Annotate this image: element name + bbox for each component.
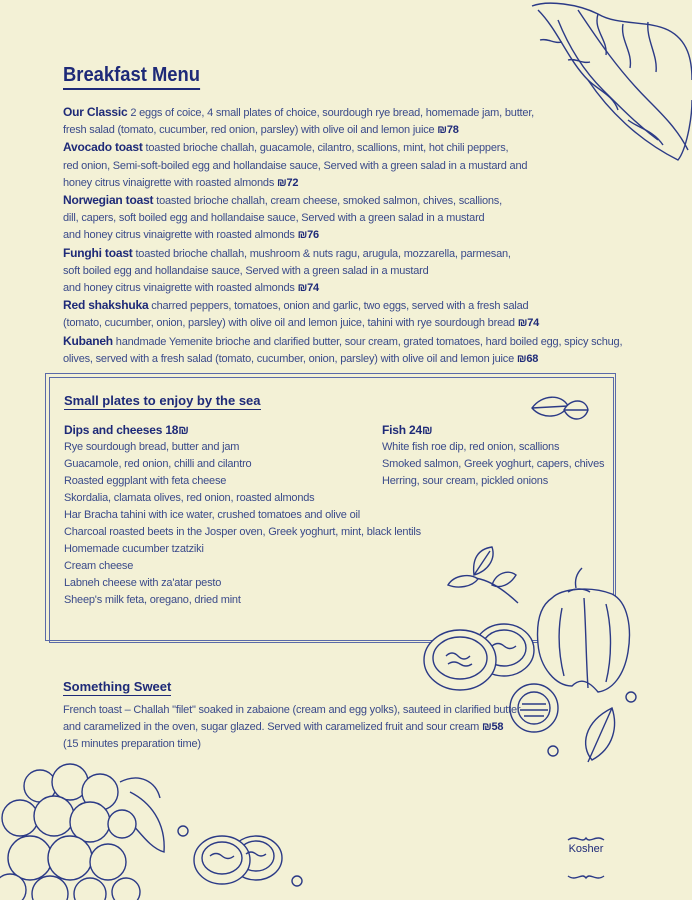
menu-item <box>63 139 583 192</box>
kosher-flourish-icon <box>566 872 606 882</box>
menu-item <box>63 297 583 332</box>
item-description: toasted brioche challah, mushroom & nuts ragu, arugula, mozzarella, parmesan, <box>135 247 511 260</box>
menu-item <box>63 245 583 298</box>
leaf-illustration <box>528 392 590 426</box>
item-name: Norwegian toast <box>63 193 154 208</box>
menu-item <box>63 333 623 368</box>
item-description: and honey citrus vinaigrette with roasted almonds <box>63 229 295 242</box>
item-price: ₪68 <box>516 352 539 365</box>
item-description: fresh salad (tomato, cucumber, red onion, parsley) with olive oil and lemon juice <box>63 124 435 137</box>
item-description: charred peppers, tomatoes, onion and garlic, two eggs, served with a fresh salad <box>151 300 529 313</box>
list-item: Roasted eggplant with feta cheese <box>64 475 227 487</box>
item-description: (tomato, cucumber, onion, parsley) with olive oil and lemon juice, tahini with rye sourdough bread <box>63 317 515 330</box>
item-description: 2 eggs of coice, 4 small plates of choice, sourdough rye bread, homemade jam, butter, <box>130 107 535 119</box>
fish-heading: Fish 24₪ <box>382 423 433 437</box>
item-name: Avocado toast <box>63 140 143 155</box>
item-description: dill, capers, soft boiled egg and hollandaise sauce, Served with a green salad in a mustard <box>63 212 485 225</box>
item-description: red onion, Semi-soft-boiled egg and hollandaise sauce, Served with a green salad in a mustard and <box>63 159 528 172</box>
pea-icon <box>290 874 304 888</box>
item-description: toasted brioche challah, guacamole, cilantro, scallions, mint, hot chili peppers, <box>145 142 509 155</box>
item-name: Red shakshuka <box>63 298 149 313</box>
cauliflower-illustration <box>0 762 168 900</box>
page-title: Breakfast Menu <box>63 64 200 90</box>
list-item: Labneh cheese with za'atar pesto <box>64 577 222 589</box>
small-plates-title: Small plates to enjoy by the sea <box>64 393 261 408</box>
list-item: Sheep's milk feta, oregano, dried mint <box>64 594 241 606</box>
pea-icon <box>176 824 190 838</box>
list-item: Rye sourdough bread, butter and jam <box>64 441 240 453</box>
item-price: ₪74 <box>297 282 319 295</box>
list-item: Har Bracha tahini with ice water, crushed tomatoes and olive oil <box>64 509 360 521</box>
item-price: ₪72 <box>276 176 299 189</box>
item-description: olives, served with a fresh salad (tomato, cucumber, onion, parsley) with olive oil and lemon juice <box>63 352 514 365</box>
menu-item <box>63 104 583 139</box>
pea-icon <box>546 744 560 758</box>
fish-list <box>382 422 604 490</box>
list-item: Skordalia, clamata olives, red onion, roasted almonds <box>64 492 315 504</box>
item-price: ₪76 <box>297 229 319 242</box>
list-item: Herring, sour cream, pickled onions <box>382 475 549 487</box>
item-name: Kubaneh <box>63 333 113 348</box>
something-sweet-title: Something Sweet <box>63 679 172 694</box>
item-description: soft boiled egg and hollandaise sauce, Served with a green salad in a mustard <box>63 264 429 277</box>
dips-heading: Dips and cheeses 18₪ <box>64 423 189 437</box>
item-description: and caramelized in the oven, sugar glazed. Served with caramelized fruit and sour cream <box>63 721 480 733</box>
leaf-illustration <box>578 706 618 764</box>
item-description: French toast – Challah "filet" soaked in zabaione (cream and egg yolks), sauteed in clarified butter <box>63 704 521 716</box>
kosher-label: Kosher <box>568 843 604 855</box>
item-price: ₪58 <box>481 721 504 733</box>
item-description: and honey citrus vinaigrette with roasted almonds <box>63 282 295 295</box>
list-item: Smoked salmon, Greek yoghurt, capers, chives <box>382 458 605 470</box>
item-description: handmade Yemenite brioche and clarified butter, sour cream, grated tomatoes, hard boiled egg, spicy schug, <box>115 335 623 348</box>
bell-pepper-illustration <box>532 568 634 694</box>
item-description: honey citrus vinaigrette with roasted almonds <box>63 176 275 189</box>
item-description: toasted brioche challah, cream cheese, smoked salmon, chives, scallions, <box>156 195 502 208</box>
list-item: Homemade cucumber tzatziki <box>64 543 204 555</box>
breakfast-items-list <box>63 104 623 368</box>
pea-icon <box>624 690 638 704</box>
dips-and-cheeses-list <box>64 422 421 609</box>
herb-sprig-illustration <box>444 545 524 605</box>
list-item: Cream cheese <box>64 560 134 572</box>
zucchini-slices-illustration <box>190 826 286 890</box>
item-name: Our Classic <box>63 105 128 119</box>
item-price: ₪78 <box>437 124 459 137</box>
list-item: Guacamole, red onion, chilli and cilantro <box>64 458 252 470</box>
list-item: White fish roe dip, red onion, scallions <box>382 441 560 453</box>
list-item: Charcoal roasted beets in the Josper oven, Greek yoghurt, mint, black lentils <box>64 526 421 538</box>
menu-item <box>63 192 583 245</box>
item-name: Funghi toast <box>63 245 133 260</box>
sweet-description <box>63 702 520 753</box>
preparation-note: (15 minutes preparation time) <box>63 738 201 750</box>
item-price: ₪74 <box>517 317 540 330</box>
